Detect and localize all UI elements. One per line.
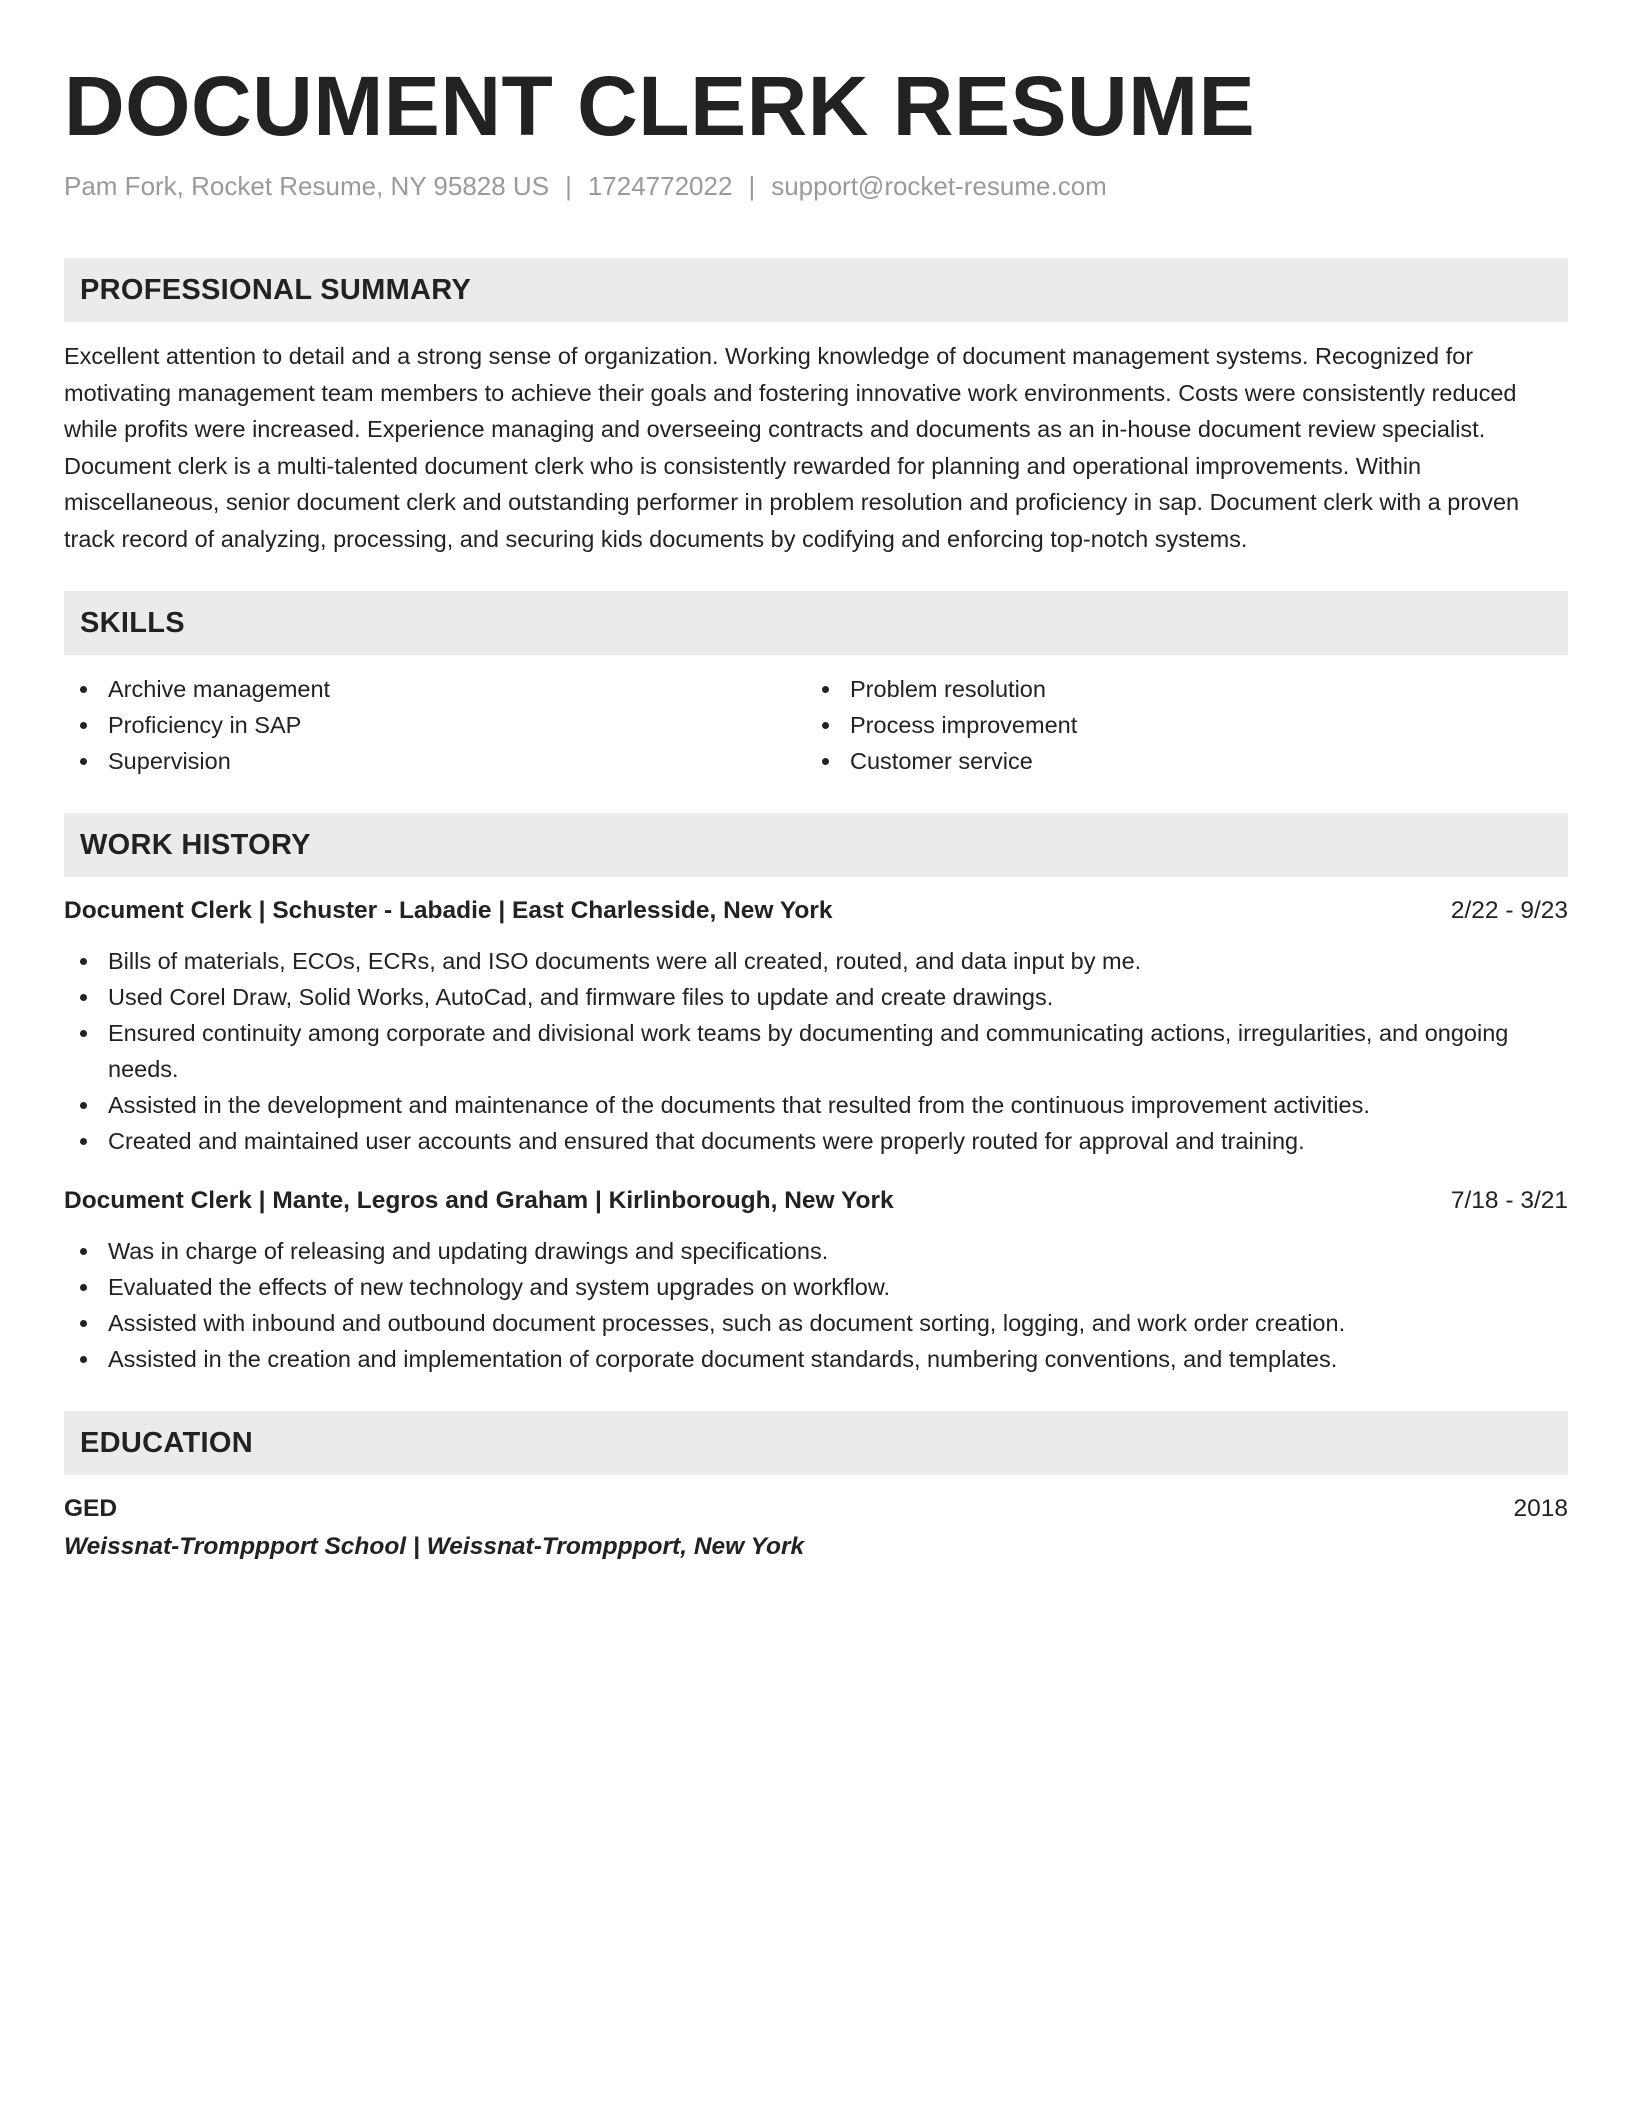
resume-page [64, 56, 1568, 1567]
job-bullet: Assisted with inbound and outbound document processes, such as document sorting, logging, and work order creation. [64, 1305, 1568, 1341]
job-bullet: Used Corel Draw, Solid Works, AutoCad, and firmware files to update and create drawings. [64, 979, 1568, 1015]
skills-column-left [64, 671, 806, 779]
skills-column-right [806, 671, 1548, 779]
job-bullet: Ensured continuity among corporate and divisional work teams by documenting and communicating actions, irregularities, and ongoing needs. [64, 1015, 1568, 1087]
job-bullet: Assisted in the creation and implementation of corporate document standards, numbering conventions, and templates. [64, 1341, 1568, 1377]
job-entry [64, 1183, 1568, 1377]
skill-item: Process improvement [806, 707, 1548, 743]
skill-item: Supervision [64, 743, 806, 779]
job-header [64, 893, 1568, 929]
section-heading-summary: PROFESSIONAL SUMMARY [64, 258, 1568, 322]
skill-item: Archive management [64, 671, 806, 707]
job-bullet: Assisted in the development and maintenance of the documents that resulted from the continuous improvement activities. [64, 1087, 1568, 1123]
job-bullet: Bills of materials, ECOs, ECRs, and ISO documents were all created, routed, and data input by me. [64, 943, 1568, 979]
job-title: Document Clerk | Schuster - Labadie | East Charlesside, New York [64, 897, 833, 924]
job-entry [64, 893, 1568, 1159]
job-header [64, 1183, 1568, 1219]
skill-item: Proficiency in SAP [64, 707, 806, 743]
page-title: DOCUMENT CLERK RESUME [64, 59, 1256, 153]
education-entry [64, 1491, 1568, 1567]
contact-address: Pam Fork, Rocket Resume, NY 95828 US [64, 171, 550, 201]
section-heading-work-history: WORK HISTORY [64, 813, 1568, 877]
job-bullet: Evaluated the effects of new technology and system upgrades on workflow. [64, 1269, 1568, 1305]
job-title: Document Clerk | Mante, Legros and Graham | Kirlinborough, New York [64, 1187, 894, 1214]
job-bullet: Created and maintained user accounts and ensured that documents were properly routed for approval and training. [64, 1123, 1568, 1159]
summary-text: Excellent attention to detail and a strong sense of organization. Working knowledge of document management systems. Recognized for motivating management team members to achieve their goals and fostering innovative work environments. Costs were consistently reduced while profits were increased. Experience managing and overseeing contracts and documents as an in-house document review specialist. Document clerk is a multi-talented document clerk who is consistently rewarded for planning and operational improvements. Within miscellaneous, senior document clerk and outstanding performer in problem resolution and proficiency in sap. Document clerk with a proven track record of analyzing, processing, and securing kids documents by codifying and enforcing top-notch systems. [64, 343, 1520, 552]
education-degree: GED [64, 1495, 118, 1522]
section-heading-skills: SKILLS [64, 591, 1568, 655]
skill-item: Customer service [806, 743, 1548, 779]
contact-phone: 1724772022 [587, 171, 733, 201]
job-dates: 2/22 - 9/23 [1450, 897, 1568, 924]
education-header [64, 1491, 1568, 1527]
contact-separator: | [748, 171, 756, 201]
job-dates: 7/18 - 3/21 [1450, 1187, 1568, 1214]
contact-email: support@rocket-resume.com [771, 171, 1107, 201]
education-school: Weissnat-Tromppport School | Weissnat-Tromppport, New York [64, 1533, 805, 1560]
skill-item: Problem resolution [806, 671, 1548, 707]
job-bullets [64, 1233, 1568, 1377]
job-bullet: Was in charge of releasing and updating drawings and specifications. [64, 1233, 1568, 1269]
education-year: 2018 [1513, 1495, 1568, 1522]
section-heading-education: EDUCATION [64, 1411, 1568, 1475]
contact-separator: | [565, 171, 572, 201]
contact-line [64, 168, 1568, 204]
job-bullets [64, 943, 1568, 1159]
skills-list [64, 671, 1568, 779]
